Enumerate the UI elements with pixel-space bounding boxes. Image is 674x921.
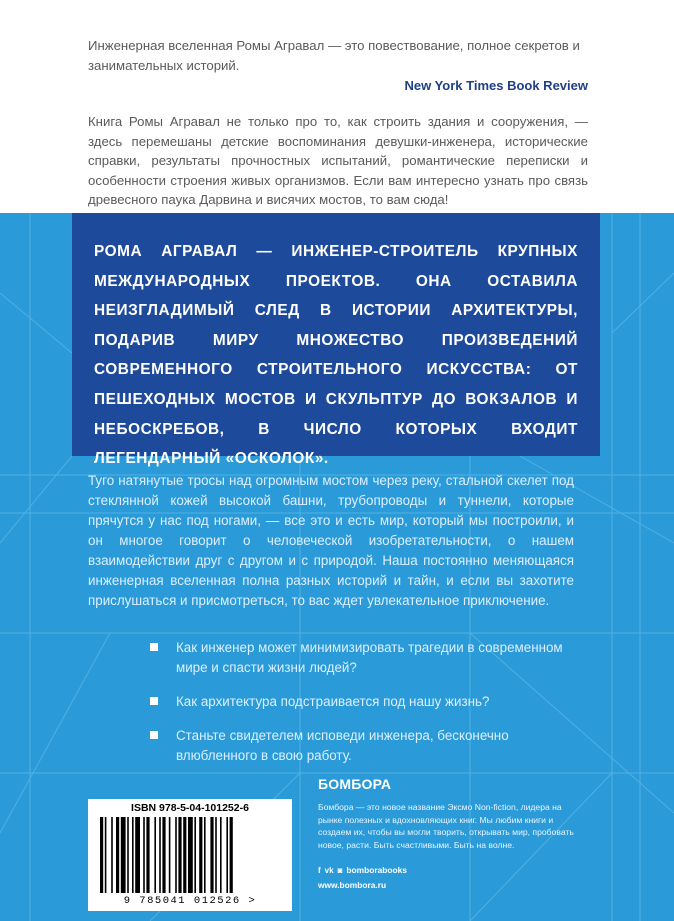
- barcode-bar: [175, 817, 177, 893]
- publisher-website: www.bombora.ru: [318, 880, 387, 890]
- barcode-bar: [105, 817, 107, 893]
- barcode-bar: [127, 817, 129, 893]
- barcode-bar: [116, 817, 119, 893]
- isbn-label: ISBN 978-5-04-101252-6: [131, 802, 249, 814]
- barcode-bar: [162, 817, 165, 893]
- social-handle: bomborabooks: [346, 865, 407, 875]
- barcode-bar: [100, 817, 103, 893]
- reviews-section: [0, 0, 674, 213]
- barcode-bar: [154, 817, 156, 893]
- list-item: Станьте свидетелем исповеди инженера, бесконечно влюбленного в свою работу.: [150, 726, 570, 766]
- barcode-bar: [111, 817, 113, 893]
- social-links: [318, 865, 407, 875]
- barcode-bar: [220, 817, 222, 893]
- facebook-icon: f: [318, 865, 321, 875]
- barcode-bar: [121, 817, 126, 893]
- barcode-bar: [146, 817, 149, 893]
- review-text: Инженерная вселенная Ромы Агравал — это повествование, полное секретов и занимательных историй.: [88, 38, 580, 73]
- book-description: Туго натянутые тросы над огромным мостом через реку, стальной скелет под стеклянной кожей высокой башни, трубопроводы и туннели, которые прячутся у нас под ногами, — все это и есть мир, который мы построили, и он многое говорит о человеческой изобретательности, о нашем взаимодействии друг с другом и с природой. Наша постоянно меняющаяся инженерная вселенная полна разных историй и тайн, и если вы захотите прислушаться и присмотреться, то вас ждет увлекательное приключение.: [88, 473, 574, 608]
- barcode-bar: [135, 817, 140, 893]
- publisher-block: [318, 776, 578, 851]
- vk-icon: vk: [324, 865, 334, 875]
- list-item: Как инженер может минимизировать трагедии в современном мире и спасти жизни людей?: [150, 638, 570, 678]
- blueprint-background: [0, 213, 674, 921]
- barcode-bar: [132, 817, 134, 893]
- review-source: New York Times Book Review: [404, 78, 588, 93]
- barcode-digits: 9 785041 012526 >: [123, 895, 257, 907]
- bullet-square-icon: [150, 697, 158, 705]
- barcode-bar: [210, 817, 213, 893]
- barcode-bar: [169, 817, 171, 893]
- barcode-bar: [226, 817, 228, 893]
- barcode-bar: [159, 817, 161, 893]
- author-blurb: РОМА АГРАВАЛ — ИНЖЕНЕР-СТРОИТЕЛЬ КРУПНЫХ МЕЖДУНАРОДНЫХ ПРОЕКТОВ. ОНА ОСТАВИЛА НЕИЗГЛАДИМЫЙ СЛЕД В ИСТОРИИ АРХИТЕКТУРЫ, ПОДАРИВ МИРУ МНОЖЕСТВО ПРОИЗВЕДЕНИЙ СОВРЕМЕННОГО СТРОИТЕЛЬНОГО ИСКУССТВА: ОТ ПЕШЕХОДНЫХ МОСТОВ И СКУЛЬПТУР ДО ВОКЗАЛОВ И НЕБОСКРЕБОВ, В ЧИСЛО КОТОРЫХ ВХОДИТ ЛЕГЕНДАРНЫЙ «ОСКОЛОК».: [94, 243, 578, 468]
- barcode-box: [88, 799, 292, 911]
- bullet-square-icon: [150, 731, 158, 739]
- barcode-bar: [204, 817, 206, 893]
- barcode-bar: [188, 817, 193, 893]
- bullet-square-icon: [150, 643, 158, 651]
- barcode-bar: [178, 817, 181, 893]
- barcode-bar: [183, 817, 186, 893]
- publisher-description: Бомбора — это новое название Эксмо Non-fiction, лидера на рынке полезных и вдохновляющих книг. Мы любим книги и создаем их, чтобы вы могли творить, открывать мир, пробовать новое, расти. Быть счастливыми. Быть на волне.: [318, 802, 574, 850]
- list-item: Как архитектура подстраивается под нашу жизнь?: [150, 692, 570, 712]
- review-text: Книга Ромы Агравал не только про то, как строить здания и сооружения, — здесь перемешаны детские воспоминания девушки-инженера, исторические справки, результаты прочностных испытаний, романтические переписки и особенности строения живых организмов. Если вам интересно узнать про связь древесного паука Дарвина и висячих мостов, то вам сюда!: [88, 114, 588, 207]
- barcode-bar: [199, 817, 202, 893]
- barcode-bar: [194, 817, 196, 893]
- barcode-bar: [215, 817, 217, 893]
- instagram-icon: ◙: [337, 865, 343, 875]
- review-nyt: [88, 36, 588, 96]
- barcode-bars: [100, 817, 280, 893]
- barcode-bar: [230, 817, 233, 893]
- bullet-list: [150, 638, 570, 780]
- barcode-bar: [143, 817, 145, 893]
- publisher-logo: БОМБОРА: [318, 776, 392, 792]
